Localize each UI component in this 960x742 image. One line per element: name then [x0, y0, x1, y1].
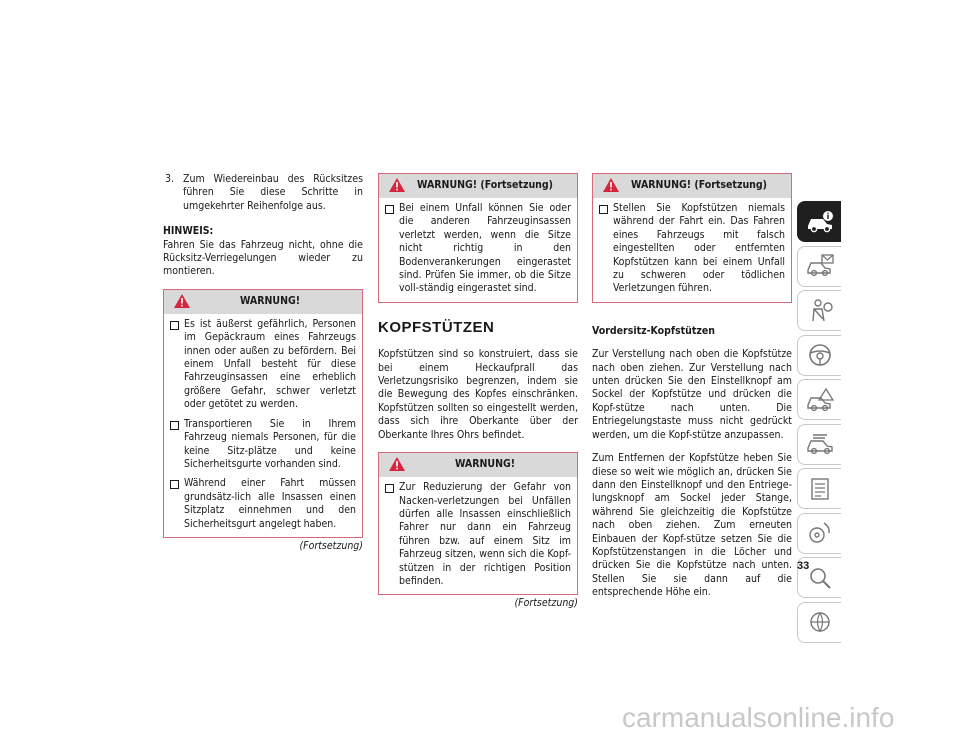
car-info-icon [805, 208, 835, 236]
warning-item: Es ist äußerst gefährlich, Personen im Gepäckraum eines Fahrzeugs innen oder außen zu befördern. Bei einem Unfall besteht für diese Fahrzeuginsassen eine erheblich größere Gefahr, schwer verletzt oder getötet zu werden. [170, 318, 356, 412]
hint-text: Fahren Sie das Fahrzeug nicht, ohne die Rücksitz-Verriegelungen wieder zu montieren. [163, 238, 363, 278]
tab-multimedia[interactable] [797, 513, 841, 554]
warning-title: WARNUNG! [239, 295, 301, 308]
watermark: carmanualsonline.info [622, 702, 895, 733]
subsection-heading: Vordersitz-Kopfstützen [592, 324, 716, 337]
step-number: 3. [165, 173, 175, 185]
car-warning-icon [805, 386, 835, 414]
page-number: 33 [797, 560, 810, 572]
warning-header [379, 452, 577, 477]
warning-box-3 [378, 452, 578, 595]
chapter-tabs [797, 201, 841, 646]
column-1 [163, 173, 363, 553]
tab-getting-started[interactable] [797, 246, 841, 287]
checkbox-bullet-icon [385, 205, 394, 214]
hint-title: HINWEIS: [163, 225, 214, 238]
tab-vehicle-info[interactable] [797, 201, 841, 242]
column-2 [378, 173, 578, 611]
warning-item: Zur Reduzierung der Gefahr von Nacken-verletzungen bei Unfällen dürfen alle Insassen einschließlich Fahrer nur dann ein Fahrzeug führen bzw. auf einem Sitz im Fahrzeug sitzen, wenn sich die Kopf-stützen in der richtigen Position befinden. [385, 481, 571, 588]
numbered-step-3 [165, 173, 363, 213]
tab-safety[interactable] [797, 290, 841, 331]
section-heading: KOPFSTÜTZEN [378, 318, 495, 336]
warning-item: Stellen Sie Kopfstützen niemals während der Fahrt ein. Das Fahren eines Fahrzeugs mit falsch eingestellten oder entfernten Kopfstützen kann bei einem Unfall zu schweren oder tödlichen Verletzungen führen. [599, 202, 785, 296]
warning-title: WARNUNG! (Fortsetzung) [417, 179, 553, 192]
paragraph-remove: Zum Entfernen der Kopfstütze heben Sie diese so weit wie möglich an, drücken Sie dann den Einstellknopf und den Entriege-lungsknopf am Sockel jeder Stange, während Sie gleichzeitig die Kopfstütze nach oben ziehen. Zum erneuten Einbauen der Kopf-stütze setzen Sie die Kopfstützenstangen in die Löcher und drücken Sie die Kopfstütze nach unten. Stellen Sie sie dann auf die entsprechende Höhe ein. [592, 452, 792, 599]
warning-triangle-icon [389, 457, 405, 471]
checkbox-bullet-icon [599, 205, 608, 214]
car-service-icon [805, 430, 835, 458]
checklist-icon [805, 475, 835, 503]
warning-item: Bei einem Unfall können Sie oder die anderen Fahrzeuginsassen verletzt werden, wenn die Sitze nicht richtig in den Bodenverankerungen eingerastet sind. Prüfen Sie immer, ob die Sitze voll-ständig eingerastet sind. [385, 202, 571, 296]
warning-box-4 [592, 173, 792, 303]
column-3 [592, 173, 792, 600]
section-paragraph: Kopfstützen sind so konstruiert, dass sie bei einem Heckaufprall das Verletzungsrisiko begrenzen, indem sie die Bewegung des Kopfes einschränken. Kopfstützen sollten so eingestellt werden, dass sich ihre Oberkante über der Oberkante Ihres Ohrs befindet. [378, 348, 578, 441]
warning-title: WARNUNG! [454, 458, 516, 471]
tab-servicing[interactable] [797, 424, 841, 465]
warning-header [593, 173, 791, 198]
warning-item: Während einer Fahrt müssen grundsätz-lich alle Insassen einen Sitzplatz einnehmen und den Sicherheitsgurt angelegt haben. [170, 477, 356, 531]
checkbox-bullet-icon [170, 321, 179, 330]
tab-emergency[interactable] [797, 379, 841, 420]
checkbox-bullet-icon [385, 484, 394, 493]
checkbox-bullet-icon [170, 480, 179, 489]
warning-header [379, 173, 577, 198]
warning-box-2 [378, 173, 578, 303]
tab-driving[interactable] [797, 335, 841, 376]
car-mail-icon [805, 252, 835, 280]
checkbox-bullet-icon [170, 421, 179, 430]
warning-header [164, 289, 362, 314]
warning-box-1 [163, 289, 363, 538]
warning-item: Transportieren Sie in Ihrem Fahrzeug niemals Personen, für die keine Sitz-plätze und keine Sicherheitsgurte vorhanden sind. [170, 418, 356, 472]
language-icon [805, 608, 835, 636]
media-icon [805, 519, 835, 547]
warning-triangle-icon [174, 294, 190, 308]
airbag-seatbelt-icon [805, 297, 835, 325]
warning-triangle-icon [603, 178, 619, 192]
tab-specifications[interactable] [797, 468, 841, 509]
steering-wheel-icon [805, 341, 835, 369]
continued-note: (Fortsetzung) [514, 597, 578, 610]
tab-language[interactable] [797, 602, 841, 643]
warning-triangle-icon [389, 178, 405, 192]
continued-note: (Fortsetzung) [299, 539, 363, 552]
warning-title: WARNUNG! (Fortsetzung) [631, 179, 767, 192]
paragraph-adjust: Zur Verstellung nach oben die Kopfstütze nach oben ziehen. Zur Verstellung nach unten drücken Sie den Einstellknopf am Sockel der Kopfstütze und drücken die Kopf-stütze nach unten. Die Entriegelungstaste muss nicht gedrückt werden, um die Kopf-stütze anzupassen. [592, 348, 792, 441]
step-text: Zum Wiedereinbau des Rücksitzes führen Sie diese Schritte in umgekehrter Reihenfolge aus. [183, 173, 363, 212]
